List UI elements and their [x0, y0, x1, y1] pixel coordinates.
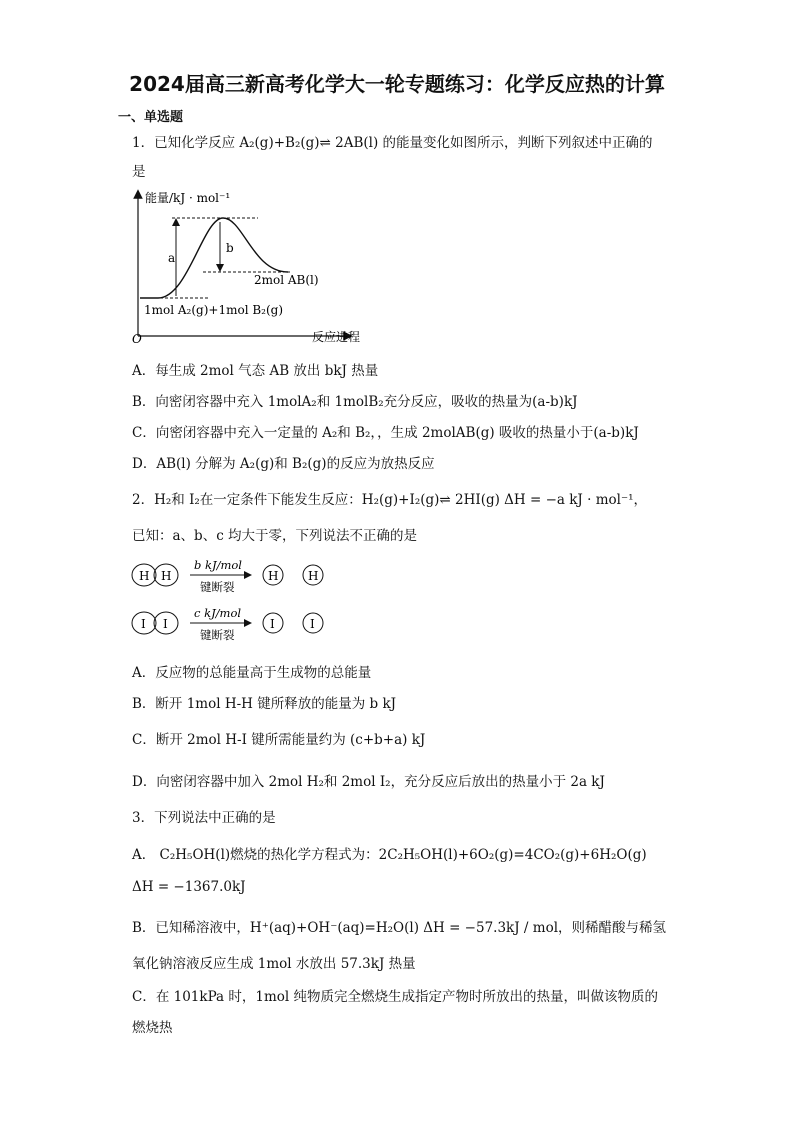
q2-option-b: B．断开 1mol H-H 键所释放的能量为 b kJ	[132, 696, 397, 712]
product-label: 2mol AB(l)	[254, 273, 319, 287]
q1-stem-line2: 是	[132, 164, 146, 180]
i2-atom-2: I	[163, 617, 168, 631]
q3-option-b-line1: B．已知稀溶液中，H⁺(aq)+OH⁻(aq)=H₂O(l) ΔH = −57.3kJ / mol，则稀醋酸与稀氢	[132, 920, 667, 936]
row1-bond-break-label: 键断裂	[200, 580, 235, 594]
h2-atom-1: H	[139, 569, 150, 583]
section-heading: 一、单选题	[118, 110, 184, 125]
q3-option-c-line2: 燃烧热	[132, 1020, 173, 1036]
row2-energy-label: c kJ/mol	[194, 606, 242, 620]
q1-option-a: A．每生成 2mol 气态 AB 放出 bkJ 热量	[132, 363, 379, 379]
x-axis-label: 反应进程	[312, 330, 361, 344]
h-atom-product-1-label: H	[268, 569, 279, 583]
q1-stem-line1: 1．已知化学反应 A₂(g)+B₂(g)⇌ 2AB(l) 的能量变化如图所示，判断下列叙述中正确的	[132, 135, 653, 151]
q1-option-d: D．AB(l) 分解为 A₂(g)和 B₂(g)的反应为放热反应	[132, 456, 435, 472]
q3-option-c-line1: C．在 101kPa 时，1mol 纯物质完全燃烧生成指定产物时所放出的热量，叫做该物质的	[132, 989, 659, 1005]
origin-label: O	[132, 332, 142, 346]
i-atom-product-2-label: I	[310, 617, 315, 631]
q2-stem-line1: 2．H₂和 I₂在一定条件下能发生反应：H₂(g)+I₂(g)⇌ 2HI(g) ΔH = −a kJ · mol⁻¹，	[132, 492, 647, 508]
y-axis-label: 能量/kJ · mol⁻¹	[145, 191, 231, 205]
row2-bond-break-label: 键断裂	[200, 628, 235, 642]
q3-option-a-line2: ΔH = −1367.0kJ	[132, 879, 246, 895]
q3-stem: 3．下列说法中正确的是	[132, 810, 276, 826]
label-a: a	[168, 251, 176, 265]
q3-option-b-line2: 氧化钠溶液反应生成 1mol 水放出 57.3kJ 热量	[132, 956, 416, 972]
h2-atom-2: H	[161, 569, 172, 583]
q1-option-c: C．向密闭容器中充入一定量的 A₂和 B₂，，生成 2molAB(g) 吸收的热量小于(a-b)kJ	[132, 425, 639, 441]
q1-option-b: B．向密闭容器中充入 1molA₂和 1molB₂充分反应，吸收的热量为(a-b)kJ	[132, 394, 578, 410]
q2-option-a: A．反应物的总能量高于生成物的总能量	[132, 665, 372, 681]
q2-option-c: C．断开 2mol H-I 键所需能量约为 (c+b+a) kJ	[132, 732, 426, 748]
i-atom-product-1-label: I	[270, 617, 275, 631]
bond-breaking-diagram	[128, 553, 338, 647]
h-atom-product-2-label: H	[308, 569, 319, 583]
q2-stem-line2: 已知：a、b、c 均大于零，下列说法不正确的是	[132, 528, 418, 544]
energy-diagram	[128, 186, 388, 350]
page-title: 2024届高三新高考化学大一轮专题练习：化学反应热的计算	[129, 72, 665, 96]
i2-atom-1: I	[141, 617, 146, 631]
label-b: b	[226, 241, 234, 255]
reactant-label: 1mol A₂(g)+1mol B₂(g)	[144, 303, 284, 317]
row1-energy-label: b kJ/mol	[194, 558, 242, 572]
q3-option-a-line1: A． C₂H₅OH(l)燃烧的热化学方程式为：2C₂H₅OH(l)+6O₂(g)=4CO₂(g)+6H₂O(g)	[132, 847, 647, 863]
q2-option-d: D．向密闭容器中加入 2mol H₂和 2mol I₂，充分反应后放出的热量小于 2a kJ	[132, 774, 605, 790]
